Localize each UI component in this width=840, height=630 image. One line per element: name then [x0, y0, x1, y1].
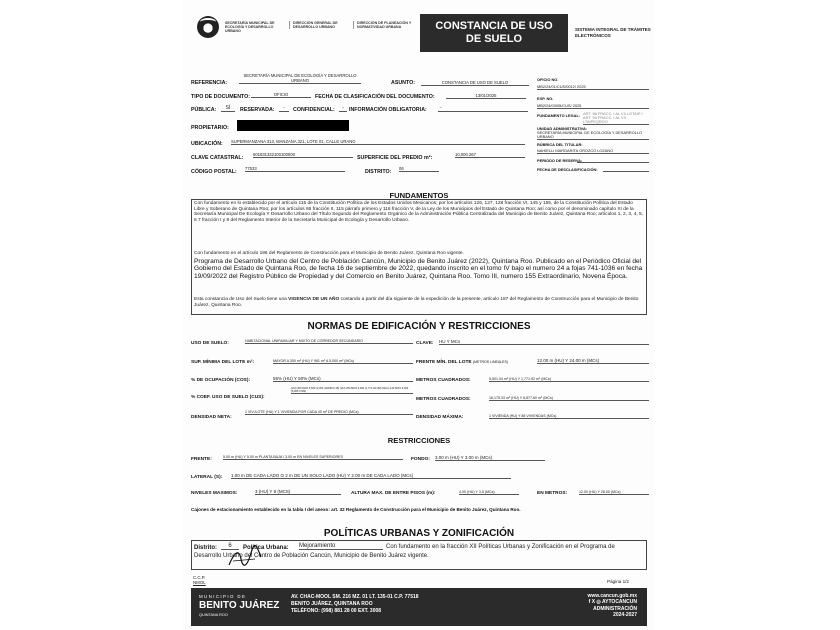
footer-right: [587, 593, 637, 619]
page-number: Página 1/2: [607, 579, 629, 584]
fundamentos-paragraph-2: Con fundamento en el artículo 186 del Reglamento de Construcción para el Municipio de Benito Juárez, Quintana Roo vigente.: [194, 251, 464, 256]
document-title: [420, 14, 568, 52]
uso-suelo-value: HABITACIONAL UNIFAMILIAR Y MIXTO DE CORREDOR SECUNDARIO: [245, 339, 413, 344]
department-1: SECRETARÍA MUNICIPAL DE ECOLOGÍA Y DESARROLLO URBANO: [225, 21, 275, 34]
fondo-label: FONDO:: [411, 457, 430, 462]
en-metros-label: EN METROS:: [537, 491, 568, 496]
fecha-label: FECHA DE CLASIFICACIÓN DEL DOCUMENTO:: [315, 94, 435, 100]
metros-cuadrados-value-1: 5,501.04 m² (HU) Y 1,771.92 m² (MCs): [489, 377, 649, 382]
metros-cuadrados-value-2: 16,175.33 m² (HU) Y 8,877.60 m² (MCs): [489, 396, 649, 401]
document-footer: [191, 588, 647, 626]
asunto-label: ASUNTO:: [391, 80, 416, 86]
cos-label: % DE OCUPACIÓN (COS):: [191, 378, 251, 383]
frente-minimo-label: [416, 360, 508, 365]
footer-address-3: TELÉFONO: (998) 881 28 00 EXT. 3008: [291, 608, 382, 614]
unidad-value: SECRETARÍA MUNICIPAL DE ECOLOGÍA Y DESARROLLO URBANO: [537, 131, 649, 140]
altura-value: 4.00 (HU) Y 3.5 (MCs): [459, 490, 519, 495]
distrito-label: DISTRITO:: [365, 169, 392, 175]
ubicacion-value: SUPERMANZANA 313, MANZANA 321, LOTE 01, CALLE URANO: [231, 139, 525, 145]
footer-state: QUINTANA ROO: [199, 613, 228, 617]
ccp-label: C.C.P.: [193, 575, 206, 580]
codigo-postal-value: 77533: [245, 166, 345, 172]
clave-catastral-value: 601831332100100000: [253, 152, 353, 158]
department-3: DIRECCIÓN DE PLANEACIÓN Y NORMATIVIDAD URBANA: [353, 21, 419, 29]
tipo-value: OFICIO: [251, 92, 311, 98]
oficio-value: MB2/24/01/CUS/0012/ 2025: [537, 84, 649, 90]
restricciones-title: RESTRICCIONES: [387, 436, 451, 445]
municipal-logo-icon: [197, 16, 219, 38]
fundamentos-title: FUNDAMENTOS: [389, 191, 449, 200]
publica-value: SÍ: [221, 105, 235, 112]
lateral-value: 1.00 m DE CADA LADO O 2 m DE UN SOLO LADO (HU) Y 2.00 m DE CADA LADO (MCs): [231, 473, 511, 479]
politicas-text-2: Desarrollo Urbano del Centro de Población Cancún, Municipio de Benito Juárez vigente.: [194, 553, 429, 559]
title-line-1: CONSTANCIA DE USO: [435, 20, 553, 32]
metros-cuadrados-label-2: METROS CUADRADOS:: [416, 397, 471, 402]
densidad-neta-label: DENSIDAD NETA:: [191, 415, 232, 420]
vigencia-highlight: VIGENCIA DE UN AÑO: [288, 297, 340, 302]
title-line-2: DE SUELO: [465, 33, 523, 45]
cus-value: (HU) 300 M2% 5,500 (2,201.424NM 6,18) (HU) 250 M2% 6,000 (1,771.92 NM) (MCs) 143 M2% 6,000 (6,005.0 NM): [291, 387, 413, 394]
frente-minimo-unit: (METROS LINEALES): [472, 360, 508, 364]
cus-label: % COEF. USO DE SUELO (CUS):: [191, 395, 265, 400]
metros-cuadrados-label-1: METROS CUADRADOS:: [416, 378, 471, 383]
desclasificacion-label: FECHA DE DESCLASIFICACIÓN:: [537, 167, 598, 172]
cos-value: 55% (HU) Y 50% (MCs): [273, 376, 413, 382]
confidencial-value: -: [339, 105, 347, 112]
footer-address: [291, 594, 419, 615]
confidencial-label: CONFIDENCIAL:: [293, 107, 335, 113]
propietario-label: PROPIETARIO:: [191, 125, 229, 131]
frente-minimo-value: 12.00 m (HU) Y 24.00 m (MCs): [537, 358, 649, 364]
right-margin: [655, 0, 840, 630]
clave-value: HU Y MCs: [439, 339, 649, 345]
footer-municipio: MUNICIPIO DE: [199, 594, 247, 599]
fundamentos-paragraph-1: Con fundamento en lo establecido por el artículo 115 de la Constitución Política de los Estados Unidos Mexicanos; por los artículos 126, 127, 128 fracción VI, 145 y 155, de la Constitución Política del Estado Libre y Soberano de Quintana Roo; por los artículos 66 fracción II, 115 párrafo primero y 116 fracción V, de la Ley de los Municipios del Estado de Quintana Roo; así como por el denominado capítulo XI de la Secretaría Municipal De Ecología Y Desarrollo Urbano del Título Segundo del Reglamento Orgánico de la Administración Pública Centralizada del Municipio de Benito Juárez, Quintana Roo; artículos 1, 2, 3, 4, 5, 6 7 fracción I y 8 del Reglamento Interior de la Secretaría Municipal de Ecología y Desarrollo Urbano.: [194, 201, 644, 223]
footer-period: 2024-2027: [613, 612, 637, 619]
document-page: [183, 0, 655, 630]
frente-value: 5.00 m (HU) Y 5.00 m PLANTA BAJA / 3.00 m EN NIVELES SUPERIORES: [223, 455, 403, 460]
sup-minima-value: MAYOR A 300 m² (HU) Y 961 m² A 5,000 m² (MCs): [273, 359, 413, 364]
fundamento-legal-label: FUNDAMENTO LEGAL:: [537, 113, 581, 118]
reservada-value: -: [279, 105, 289, 112]
left-margin: [0, 0, 183, 630]
uso-suelo-label: USO DE SUELO:: [191, 341, 229, 346]
altura-label: ALTURA MAX. DE ENTRE PISOS (m):: [351, 491, 436, 496]
fundamento-legal-value: ART. 96 FRACC. I AL VII LGTAIP / ART. 94 FRACC. I AL VII LTAIPEQROO: [583, 112, 649, 125]
info-obligatoria-label: INFORMACIÓN OBLIGATORIA:: [349, 107, 427, 113]
vigencia-text-end: contando a partir del día siguiente de la expedición de la presente, artículo 187 del Reglamento de Construcción para el Municipio de Benito Juárez, Quintana Roo.: [194, 297, 639, 308]
initials: NMOL: [193, 580, 206, 585]
densidad-maxima-label: DENSIDAD MÁXIMA:: [416, 415, 464, 420]
exp-label: EXP. NO.: [537, 96, 554, 101]
rubrica-value: NAHIELLI MARGARITA OROZCO LOZANO: [537, 148, 649, 154]
footer-name: BENITO JUÁREZ: [199, 600, 280, 611]
distrito-value: 06: [399, 166, 439, 172]
politicas-distrito-value: 6: [221, 543, 239, 550]
superficie-value: 10,000.267: [455, 152, 525, 158]
tipo-label: TIPO DE DOCUMENTO:: [191, 94, 251, 100]
footer-admin: ADMINISTRACIÓN: [593, 605, 637, 612]
periodo-reserva-value: [577, 158, 649, 163]
superficie-label: SUPERFICIE DEL PREDIO m²:: [357, 155, 433, 161]
referencia-value: SECRETARÍA MUNICIPAL DE ECOLOGÍA Y DESARROLLO URBANO: [239, 73, 361, 84]
lateral-label: LATERAL (S):: [191, 475, 223, 480]
codigo-postal-label: CÓDIGO POSTAL:: [191, 169, 237, 175]
reservada-label: RESERVADA:: [240, 107, 275, 113]
asunto-value: CONSTANCIA DE USO DE SUELO: [421, 80, 529, 86]
ubicacion-label: UBICACIÓN:: [191, 141, 223, 147]
politicas-text-1: Con fundamento en la fracción XII Políticas Urbanas y Zonificación en el Programa de: [386, 544, 615, 550]
footer-website: www.cancun.gob.mx: [587, 593, 637, 599]
niveles-value: 3 (HU) Y 8 (MCS): [255, 489, 341, 495]
frente-label: FRENTE:: [191, 457, 212, 462]
exp-value: MB2/24/03/05/CUS/ 2025: [537, 103, 649, 109]
sup-minima-label: SUP. MÍNIMA DEL LOTE m²:: [191, 360, 255, 365]
frente-minimo-label-text: FRENTE MÍN. DEL LOTE: [416, 360, 472, 365]
cajones-text: Cajones de estacionamiento establecido en la tabla I del anexo: art. 32 Reglamento de Construcción para el Municipio de Benito Juárez, Quintana Roo.: [191, 507, 521, 512]
redacted-owner: [237, 120, 349, 131]
info-obligatoria-value: -: [438, 105, 528, 112]
clave-catastral-label: CLAVE CATASTRAL:: [191, 155, 244, 161]
document-header: [183, 10, 655, 50]
politica-urbana-value: Mejoramiento: [299, 543, 383, 550]
referencia-label: REFERENCIA:: [191, 80, 228, 86]
rubrica-label: RÚBRICA DEL TITULAR:: [537, 142, 583, 147]
politicas-title: POLÍTICAS URBANAS Y ZONIFICACIÓN: [323, 528, 515, 539]
oficio-label: OFICIO NO.: [537, 77, 559, 82]
niveles-label: NIVELES MAXIMOS:: [191, 491, 238, 496]
fundamentos-paragraph-4: [194, 297, 644, 308]
vigencia-text-start: Esta constancia de Uso del Suelo tiene una: [194, 297, 289, 302]
en-metros-value: 12.00 (HU) Y 28.00 (MCs): [579, 490, 649, 495]
politica-urbana-label: Política Urbana:: [243, 545, 289, 551]
fondo-value: 3.00 m (HU) Y 3.00 m (MCs): [435, 455, 545, 461]
unidad-label: UNIDAD ADMINISTRATIVA:: [537, 126, 588, 131]
densidad-neta-value: 1 VIV./LOTE (HU) Y 1 VIVIENDA POR CADA 40 m² DE PREDIO (MCs): [245, 410, 413, 415]
politicas-distrito-label: Distrito:: [194, 545, 217, 551]
signature-icon: [227, 545, 263, 569]
footer-social: f X ◎ AYTOCANCUN: [588, 599, 637, 606]
fecha-value: 13/01/2025: [446, 93, 526, 99]
footer-address-2: BENITO JUÁREZ, QUINTANA ROO: [291, 601, 373, 607]
department-2: DIRECCIÓN GENERAL DE DESARROLLO URBANO: [289, 21, 351, 29]
clave-label: CLAVE:: [416, 341, 434, 346]
periodo-reserva-label: PERIODO DE RESERVA:: [537, 158, 583, 163]
footer-address-1: AV. CHAC-MOOL SM. 216 MZ. 01 LT. 135-01 C.P. 77518: [291, 594, 419, 600]
fundamentos-paragraph-3: Programa de Desarrollo Urbano del Centro de Población Cancún, Municipio de Benito Juárez (2022), Quintana Roo. Publicado en el Periódico Oficial del Gobierno del Estado de Quintana Roo, de fecha 16 de septiembre de 2022, quedando inscrito en el tomo IV bajo el numero 24 a fojas 741-1036 en fecha 19/09/2022 del Registro Público de Propiedad y del Comercio en Benito Juárez, Quintana Roo. Tomo III, numero 155 Extraordinario, Novena Época.: [194, 258, 643, 280]
densidad-maxima-value: 1 VIVIENDA (HU) Y 88 VIVIENDAS (MCs): [489, 414, 649, 419]
normas-title: NORMAS DE EDIFICACIÓN Y RESTRICCIONES: [307, 321, 531, 332]
publica-label: PÚBLICA:: [191, 107, 217, 113]
desclasificacion-value: [603, 167, 649, 172]
system-name: SISTEMA INTEGRAL DE TRÁMITES ELECTRÓNICOS: [575, 27, 651, 38]
